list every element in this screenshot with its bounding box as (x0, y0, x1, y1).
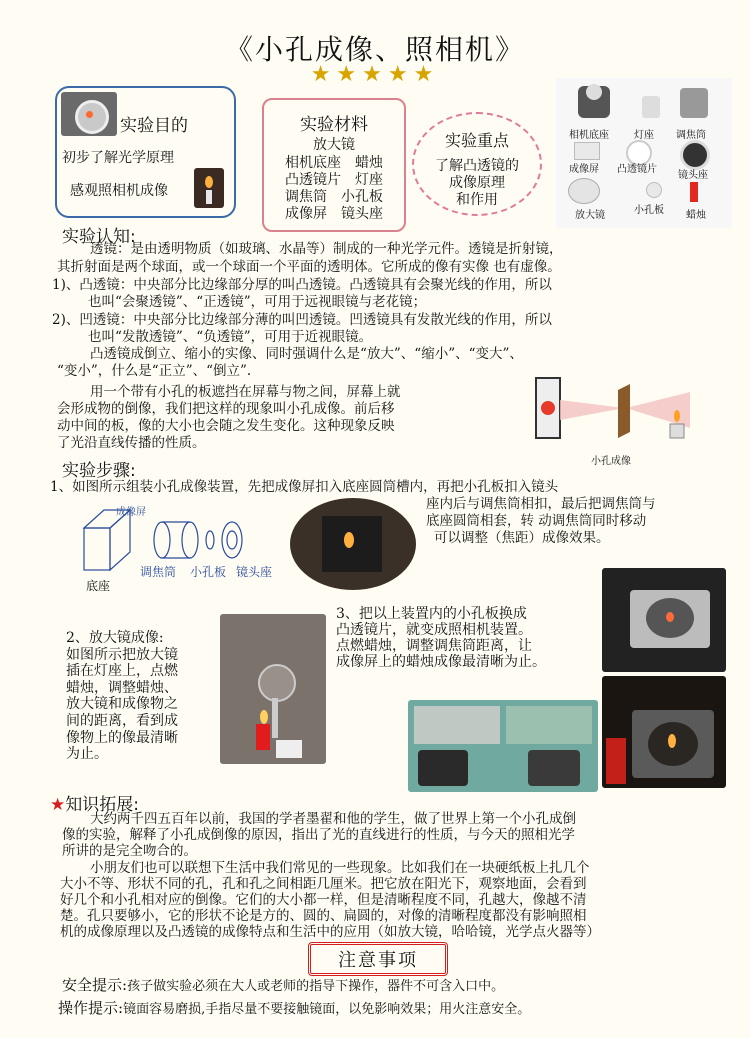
part-label: 镜头座 (678, 170, 708, 181)
step-2-line: 像物上的像最清晰 (66, 729, 178, 746)
step-3-line: 成像屏上的蜡烛成像最清晰为止。 (336, 654, 546, 670)
step-2-line: 如图所示把放大镜 (66, 646, 178, 663)
knowledge-heading: 实验认知: (62, 227, 136, 247)
safety-text: 孩子做实验必须在大人或老师的指导下操作，器件不可含入口中。 (127, 979, 505, 994)
knowledge-paragraph: “变小”，什么是“正立”、“倒立”. (57, 363, 252, 379)
part-label: 调焦筒 (676, 130, 706, 141)
diagram-label-base: 底座 (86, 579, 111, 593)
part-label: 蜡烛 (686, 210, 706, 221)
part-label: 小孔板 (634, 205, 664, 216)
page-title: 《小孔成像、照相机》 (224, 33, 525, 66)
extension-line: 大小不等、形状不同的孔，孔和孔之间相距几厘米。把它放在阳光下，观察地面，会看到 (60, 876, 587, 892)
knowledge-paragraph: 动中间的板，像的大小也会随之发生变化。这种现象反映 (57, 418, 395, 434)
step-1-text: 可以调整（焦距）成像效果。 (434, 530, 610, 546)
pinhole-diagram (530, 370, 710, 465)
diagram-label-lens-seat: 镜头座 (236, 565, 273, 579)
extension-line: 好几个和小孔相对应的倒像。它们的大小都一样，但是清晰程度不同，孔越大，像越不清 (60, 892, 587, 908)
step-3-line: 凸透镜片，就变成照相机装置。 (336, 622, 532, 638)
knowledge-paragraph: 也叫“会聚透镜”、“正透镜”，可用于远视眼镜与老花镜； (88, 294, 427, 310)
pinhole-diagram-label: 小孔成像 (591, 456, 631, 467)
magnifier-photo (220, 614, 326, 764)
extension-line: 小朋友们也可以联想下生活中我们常见的一些现象。比如我们在一块硬纸板上扎几个 (90, 860, 590, 876)
step-1-text: 1、如图所示组装小孔成像装置，先把成像屏扣入底座圆筒槽内，再把小孔板扣入镜头 (50, 479, 559, 495)
step-3-line: 3、把以上装置内的小孔板换成 (336, 606, 527, 622)
materials-heading: 实验材料 (300, 115, 368, 135)
knowledge-paragraph: 其折射面是两个球面，或一个球面一个平面的透明体。它所成的像有实像 也有虚像。 (57, 259, 561, 275)
extension-line: 所讲的是完全吻合的。 (62, 843, 197, 859)
materials-item: 调焦筒 小孔板 (285, 189, 383, 205)
camera-device-photo (602, 568, 726, 672)
part-label: 相机底座 (569, 130, 609, 141)
candle-image-photo (602, 676, 726, 788)
purpose-heading: 实验目的 (120, 116, 188, 136)
operation-line (58, 997, 530, 1018)
step-2-line: 间的距离，看到成 (66, 712, 178, 729)
extension-line: 大约两千四五百年以前，我国的学者墨翟和他的学生，做了世界上第一个小孔成倒 (90, 811, 576, 827)
part-label: 成像屏 (569, 164, 599, 175)
knowledge-paragraph: 2)、凹透镜：中央部分比边缘部分薄的叫凹透镜。凹透镜具有发散光线的作用，所以 (52, 312, 552, 328)
step-1-text: 底座圆筒相套，转 动调焦筒同时移动 (426, 513, 647, 529)
focus-line: 成像原理 (449, 175, 505, 191)
notice-heading: 注意事项 (338, 950, 418, 971)
extension-line: 像的实验，解释了小孔成倒像的原因，指出了光的直线进行的性质，与今天的照相光学 (62, 827, 575, 843)
focus-line: 和作用 (456, 192, 498, 208)
focus-heading: 实验重点 (444, 131, 509, 150)
materials-item: 成像屏 镜头座 (285, 206, 383, 222)
knowledge-paragraph: 了光沿直线传播的性质。 (57, 435, 206, 451)
knowledge-paragraph: 会形成物的倒像，我们把这样的现象叫小孔成像。前后移 (57, 401, 395, 417)
extension-line: 机的成像原理以及凸透镜的成像特点和生活中的应用（如放大镜，哈哈镜，光学点火器等） (60, 924, 600, 940)
step-2-line: 为止。 (66, 746, 108, 763)
part-label: 凸透镜片 (617, 164, 657, 175)
step-2-line: 2、放大镜成像: (66, 630, 164, 646)
step-2-line: 插在灯座上，点燃 (66, 663, 178, 680)
part-label: 放大镜 (575, 210, 605, 221)
step-2-line: 放大镜和成像物之 (66, 696, 178, 713)
knowledge-paragraph: 用一个带有小孔的板遮挡在屏幕与物之间，屏幕上就 (90, 384, 401, 400)
diagram-label-pinhole: 小孔板 (190, 565, 227, 579)
step-1-text: 座内后与调焦筒相扣，最后把调焦筒与 (426, 496, 656, 512)
knowledge-paragraph: 1)、凸透镜：中央部分比边缘部分厚的叫凸透镜。凸透镜具有会聚光线的作用，所以 (52, 277, 552, 293)
operation-text: 镜面容易磨损,手指尽量不要接触镜面，以免影响效果；用火注意安全。 (123, 1002, 531, 1017)
materials-item: 放大镜 (313, 137, 355, 153)
purpose-line-2: 感观照相机成像 (70, 183, 168, 199)
rating-stars: ★★★★★ (310, 62, 440, 87)
step-3-line: 点燃蜡烛，调整调焦筒距离，让 (336, 638, 532, 654)
knowledge-paragraph: 凸透镜成倒立、缩小的实像、同时强调什么是“放大”、“缩小”、“变大”、 (90, 346, 523, 362)
assembly-photo (290, 498, 416, 590)
diagram-label-tube: 调焦筒 (140, 565, 177, 579)
steps-heading: 实验步骤: (62, 461, 136, 481)
step-2-text (66, 630, 178, 763)
knowledge-paragraph: 也叫“发散透镜”、“负透镜”，可用于近视眼镜。 (88, 329, 373, 345)
operation-label: 操作提示: (58, 999, 124, 1017)
red-star-icon: ★ (50, 795, 66, 815)
knowledge-paragraph: 透镜：是由透明物质（如玻璃、水晶等）制成的一种光学元件。透镜是折射镜， (90, 241, 563, 257)
focus-line: 了解凸透镜的 (435, 158, 519, 174)
purpose-line-1: 初步了解光学原理 (62, 150, 174, 166)
camera-collage-photo (408, 700, 598, 792)
diagram-label-screen: 成像屏 (116, 507, 146, 518)
step-2-line: 蜡烛，调整蜡烛、 (66, 679, 178, 696)
safety-label: 安全提示: (62, 976, 128, 994)
step-3-text (336, 606, 546, 670)
materials-item: 相机底座 蜡烛 (285, 155, 383, 171)
safety-line (62, 974, 504, 995)
part-label: 灯座 (634, 130, 654, 141)
candle-photo-small (194, 168, 224, 208)
camera-photo (61, 92, 117, 136)
extension-line: 楚。孔只要够小，它的形状不论是方的、圆的、扁圆的，对像的清晰程度都没有影响照相 (60, 908, 587, 924)
materials-item: 凸透镜片 灯座 (285, 172, 383, 188)
extension-heading-text: 知识拓展: (65, 795, 139, 815)
